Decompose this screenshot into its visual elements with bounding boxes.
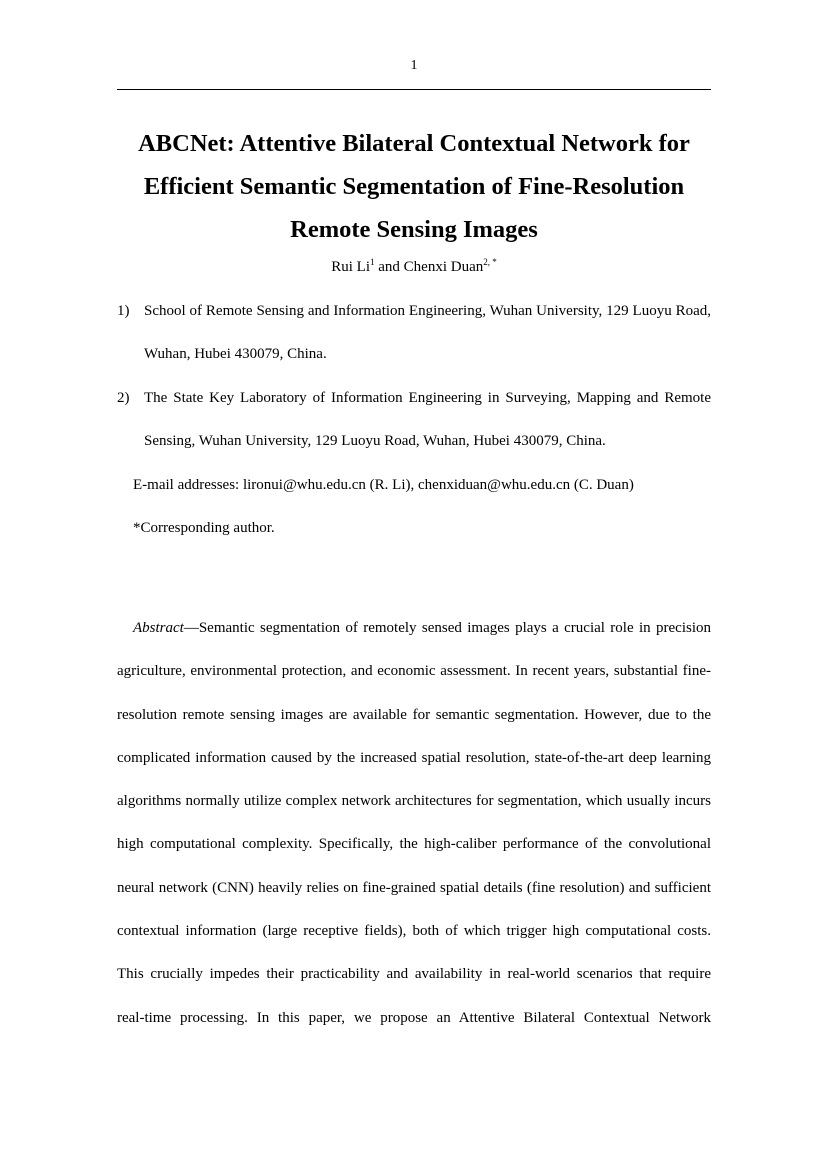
abstract-line: high computational complexity. Specifically, the high-caliber performance of the convolutional <box>117 836 711 853</box>
affiliation-2-line-1: The State Key Laboratory of Information Engineering in Surveying, Mapping and Remote <box>144 390 711 406</box>
affiliation-2-line-2: Sensing, Wuhan University, 129 Luoyu Road, Wuhan, Hubei 430079, China. <box>144 433 606 449</box>
title-line-2: Efficient Semantic Segmentation of Fine-Resolution <box>143 173 685 200</box>
abstract-line: algorithms normally utilize complex network architectures for segmentation, which usually incurs <box>117 793 711 810</box>
abstract-line: contextual information (large receptive fields), both of which trigger high computational costs. <box>117 923 711 940</box>
affiliation-text-1 <box>144 303 711 363</box>
abstract-line: real-time processing. In this paper, we propose an Attentive Bilateral Contextual Network <box>117 1009 711 1026</box>
abstract-line: This crucially impedes their practicability and availability in real-world scenarios that require <box>117 966 711 983</box>
abstract-line: complicated information caused by the increased spatial resolution, state-of-the-art deep learning <box>117 749 711 766</box>
abstract-first-line-text: —Semantic segmentation of remotely sensed images plays a crucial role in precision <box>183 620 711 636</box>
abstract <box>117 607 711 1040</box>
author-conjunction: and <box>374 259 404 275</box>
header-rule <box>117 89 711 90</box>
abstract-line: agriculture, environmental protection, and economic assessment. In recent years, substantial fine- <box>117 663 711 680</box>
author-superscript-2: 2, * <box>483 257 497 267</box>
paper-title <box>100 122 728 251</box>
affiliation-number-2: 2) <box>117 390 130 406</box>
corresponding-author-note: *Corresponding author. <box>133 520 275 536</box>
title-line-3: Remote Sensing Images <box>290 216 538 243</box>
affiliation-text-2 <box>144 390 711 450</box>
author-name-2: Chenxi Duan <box>403 259 484 275</box>
author-superscript-1: 1 <box>370 257 375 267</box>
abstract-line: neural network (CNN) heavily relies on fine-grained spatial details (fine resolution) and sufficient <box>117 879 711 896</box>
abstract-line: resolution remote sensing images are available for semantic segmentation. However, due to the <box>117 706 711 723</box>
page-number: 1 <box>410 58 418 73</box>
email-addresses: E-mail addresses: lironui@whu.edu.cn (R. Li), chenxiduan@whu.edu.cn (C. Duan) <box>133 477 634 493</box>
author-name-1: Rui Li <box>331 259 370 275</box>
abstract-label: Abstract <box>133 620 184 636</box>
affiliation-1-line-1: School of Remote Sensing and Information Engineering, Wuhan University, 129 Luoyu Road, <box>144 303 711 319</box>
affiliation-1-line-2: Wuhan, Hubei 430079, China. <box>144 346 327 362</box>
title-line-1: ABCNet: Attentive Bilateral Contextual Network for <box>138 130 690 157</box>
affiliation-number-1: 1) <box>117 303 130 319</box>
author-list <box>0 259 828 276</box>
abstract-line <box>117 607 711 650</box>
